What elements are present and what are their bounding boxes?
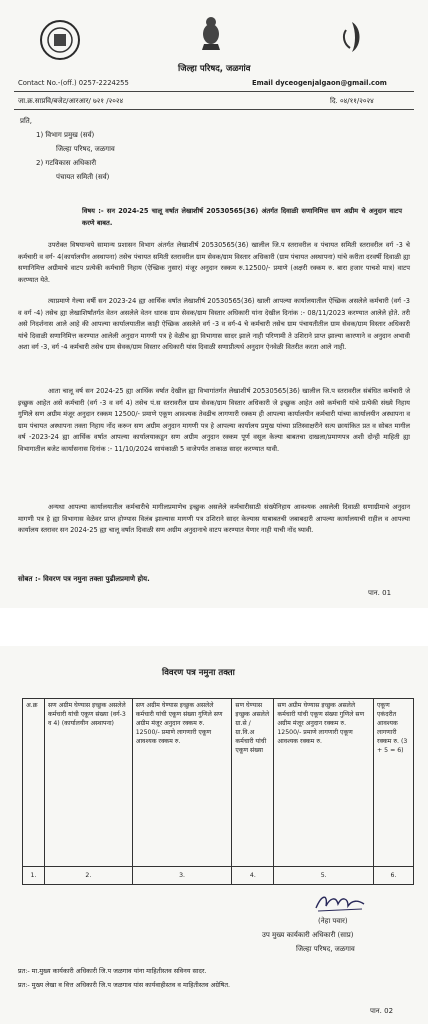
signer-name: (नेहा पवार) [318, 917, 348, 925]
header-divider [14, 91, 414, 92]
letter-subject: विषय :- सन 2024-25 चालू वर्षात लेखाशीर्ष 20530565(36) अंतर्गत दिवाळी सणानिमित्त सण अग्रीम चे अनुदान वाटप करणे बाबत. [82, 207, 402, 227]
signer-designation: उप मुख्य कार्यकारी अधिकारी (साप्र) [262, 931, 354, 939]
letter-date: दि. ०४/११/२०२४ [330, 97, 374, 105]
table-header-cell: सण अग्रीम घेण्यास इच्छुक असलेले कर्मचारी यांची एकूण संख्या गुणिले सण अग्रीम मंजूर अनुदान रक्कम रु. 12500/- प्रमाणे लागणारी एकूण आवश्यक रक्कम रु. [274, 699, 374, 867]
table-header-row [23, 699, 414, 867]
zilla-parishad-logo-icon [40, 20, 80, 60]
table-header-cell: एकूण एकंदरीत आवश्यक लागणारी रक्कम रु. (3 + 5 = 6) [374, 699, 414, 867]
table-header-cell: सण अग्रीम घेण्यास इच्छुक असलेले कर्मचारी यांची एकूण संख्या गुणिले सण अग्रीम मंजूर अनुदान रक्कम रु. 12500/- प्रमाणे लागणारी एकूण आवश्यक रक्कम रु. [132, 699, 232, 867]
page-number: पान. 01 [368, 589, 392, 597]
table-number-cell: 6. [374, 867, 414, 885]
signer-office: जिल्हा परिषद, जळगाव [296, 945, 355, 953]
paragraph-1: उपरोक्त विषयान्वये सामान्य प्रशासन विभाग अंतर्गत लेखाशीर्ष 20530565(36) खालील जि.प स्तरावरील व पंचायत समिती स्तरावरील वर्ग -3 चे कर्मचारी व वर्ग- 4(कार्यालयीन अस्थापना) तसेच पंचायत समिती स्तरावरील ग्राम सेवक/ग्राम विस्तार अधिकारी (ग्राम पंचायत अस्थापना) यांचे करीता दरवर्षी दिवाळी ह्या सणानिमित्त अग्रीमाचे वाटप प्रत्येकी कर्मचारी निहाय (ऐच्छिक नुसार) मंजूर अनुदान रक्कम रु.12500/- प्रमाणे (अक्षरी रक्कम रु. बारा हजार पाचशे मात्र) वाटप करण्यात येते. [18, 241, 410, 284]
table-header-cell: सण अग्रीम घेण्यास इच्छुक असलेले कर्मचारी यांची एकूण संख्या (वर्ग-3 व 4) (कार्यालयीन अस्थापना) [44, 699, 132, 867]
copy-to-line: प्रत:- मा.मुख्य कार्यकारी अधिकारी जि.प जळगाव यांना माहितीस्तव सविनय सादर. [18, 967, 207, 975]
signature-image [312, 892, 372, 914]
recipient-line: 1) विभाग प्रमुख (सर्व) [36, 131, 95, 139]
paragraph-2: त्याप्रमाणे गेल्या वर्षी सन 2023-24 ह्या आर्थिक वर्षात लेखाशीर्ष 20530565(36) खाली आपल्या कार्यालयातील ऐच्छिक असलेले कर्मचारी (वर्ग -3 व वर्ग -4) तसेच ह्या लेखाशिर्षांतर्गत वेतन असलेले वेतन धारक ग्राम सेवक/ग्राम विस्तार अधिकारी यांना देखील दिनांक :- 08/11/2023 करण्यात आलेले होते. तरी असे निदर्शनास आले आहे की आपल्या कार्यालयातील काही ऐच्छिक असलेले वर्ग -3 व वर्ग-4 चे कर्मचारी तसेच ग्राम पंचायतीतील ग्राम सेवक/ग्राम विस्तार अधिकारी यांचे दिवाळी सणानिमित्त करण्यात आलेली अनुदान मागणी पत्र हे वेळीच ह्या विभागास सादर झाले नाही परिणामी ते उशिराने प्राप्त झाल्या कारणाने व अनुदान अभावी अशा वर्ग -3, वर्ग -4 कर्मचारी तसेच ग्राम सेवक/ग्राम विस्तार अधिकारी यांस दिवाळी सणाप्रीत्यर्थ अनुदान ऐनवेळी वितरीत करता आले नाही. [18, 297, 410, 352]
office-name: जिल्हा परिषद, जळगांव [178, 64, 251, 74]
national-emblem-icon [196, 14, 226, 54]
table-number-cell: 3. [132, 867, 232, 885]
table-number-cell: 4. [232, 867, 274, 885]
to-label: प्रति, [20, 117, 33, 125]
table-title: विवरण पत्र नमुना तक्ता [162, 668, 235, 678]
table-header-cell: अ.क्र [23, 699, 45, 867]
paragraph-4: अन्यथा आपल्या कार्यालयातील कर्मचारीचे मागीलप्रमाणेच इच्छुक असलेले कर्मचारीसाठी संख्येनिहाय आवश्यक असलेली दिवाळी सणाग्रीमाचे अनुदान मागणी पत्र हे ह्या विभागास वेळेवर प्राप्त होण्यास विलंब झाल्यास मागणी पत्र उशिराने सादर केल्यास याबाबतची जबाबदारी आपल्या कार्यालयाची राहील व आपल्या कार्यालय स्तरावर सन 2024-25 ह्या चालू वर्षात दिवाळी सण अग्रीम अनुदानाचे वाटप करण्यात येणार नाही याची नोंद घ्यावी. [18, 503, 410, 535]
reference-number: जा.क्र.साप्रवि/बजेट/आरआर/ ७२१ /२०२४ [18, 97, 124, 105]
page-number: पान. 02 [370, 1007, 394, 1015]
header-divider-2 [14, 109, 414, 110]
recipient-line: पंचायत समिती (सर्व) [56, 173, 110, 181]
enclosure-note: सोबत :- विवरण पत्र नमुना तक्ता पुढीलप्रमाणे होय. [18, 575, 150, 583]
email-address: Email dyceogenjalgaon@gmail.com [252, 79, 387, 87]
table-number-cell: 2. [44, 867, 132, 885]
table-number-cell: 1. [23, 867, 45, 885]
recipient-line: 2) गटविकास अधिकारी [36, 159, 97, 167]
table-number-row [23, 867, 414, 885]
details-table [22, 698, 414, 885]
page-gap [0, 608, 428, 646]
copy-to-line: प्रत:- मुख्य लेखा व वित्त अधिकारी जि.प जळगाव यांस कार्यवाहीस्तव व माहितीस्तव अग्रेषित. [18, 981, 230, 989]
recipient-line: जिल्हा परिषद, जळगाव [56, 145, 115, 153]
table-header-cell: सण घेण्यास इच्छुक असलेले ग्रा.से / ग्रा.वि.अ कर्मचारी यांची एकूण संख्या [232, 699, 274, 867]
table-number-cell: 5. [274, 867, 374, 885]
department-logo-icon [338, 18, 366, 58]
paragraph-3: आता चालू वर्ष सन 2024-25 ह्या आर्थिक वर्षात देखील ह्या विभागांतर्गत लेखाशीर्ष 20530565(36) खालील जि.प स्तरावरील संबंधित कर्मचारी जे इच्छुक आहेत असे कर्मचारी (वर्ग -3 व वर्ग 4) तसेच पं.स स्तरावरील ग्राम सेवक/ग्राम विस्तार अधिकारी जे इच्छुक आहेत असे कर्मचारी यांचे प्रत्येकी संख्ये निहाय गुणिले सण अग्रीम मंजूर अनुदान रक्कम 12500/- प्रमाणे एकूण आवश्यक तेवढीच लागणारी रक्कम ही आपल्या कार्यालयीन कर्मचारी यांच्या कार्यालयीन अस्थापना व ग्राम पंचायत अस्थापना तक्ता निहाय नोंद करून सण अग्रीम अनुदान मागणी पत्र हे आपल्या कार्यालय प्रमुख यांच्या प्रतिस्वाक्षरीने सत्य छायांकित प्रत व सोबत मागील वर्ष -2023-24 ह्या आर्थिक वर्षात आपल्या कार्यालयाकडून सण अग्रीम अनुदान रक्कम पूर्ण वसूल केल्या बाबतचा दाखला/प्रमाणपत्र अशी दोन्ही माहिती ह्या विभागातील बजेट कार्यासनास दिनांक :- 11/10/2024 सायंकाळी 5 वाजेपर्यंत ताकाळ सादर करण्यात यावी. [18, 387, 410, 453]
letter-page-2 [0, 646, 428, 1024]
contact-number: Contact No.-(off.) 0257-2224255 [18, 79, 129, 87]
